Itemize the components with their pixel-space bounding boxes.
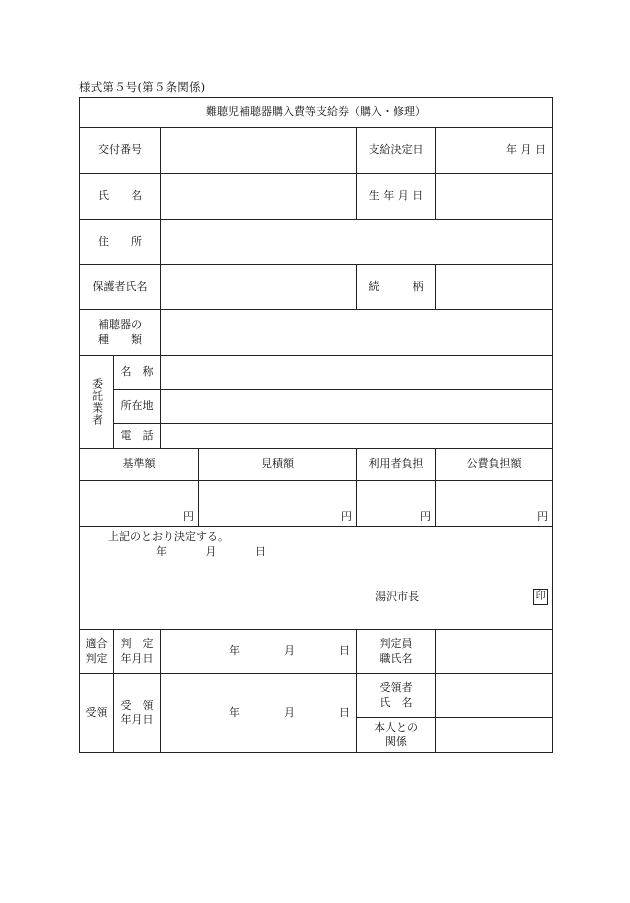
year-unit: 年 [506,143,517,157]
month-unit: 月 [520,143,532,157]
seal-mark: 印 [533,589,548,605]
judgment-officer-field[interactable] [436,630,553,674]
form-title: 難聴児補聴器購入費等支給券（購入・修理） [80,98,553,128]
recipient-name-field[interactable] [436,674,553,718]
birth-date-field[interactable] [436,174,553,220]
relationship-field[interactable] [436,265,553,310]
relationship-label: 続 柄 [357,265,436,310]
contractor-location-label: 所在地 [114,390,161,424]
judgment-officer-label: 判定員 職氏名 [357,630,436,674]
contractor-label: 委託業者 [80,356,114,449]
yen-unit: 円 [420,509,431,523]
yen-unit: 円 [537,509,549,523]
decision-date-field[interactable] [436,128,553,174]
receipt-date-field[interactable]: 年 月 日 [161,674,357,753]
estimate-amount-field[interactable] [199,481,357,527]
hearing-aid-type-field[interactable] [161,310,553,356]
decision-text: 上記のとおり決定する。 [108,530,229,543]
judgment-date-field[interactable]: 年 月 日 [161,630,357,674]
issue-number-field[interactable] [161,128,357,174]
user-burden-field[interactable] [357,481,436,527]
day-unit: 日 [535,143,547,157]
receipt-label: 受領 [80,674,114,753]
form-number-label: 様式第５号(第５条関係) [79,80,206,94]
voucher-form-table [79,97,553,753]
guardian-name-label: 保護者氏名 [80,265,161,310]
public-burden-field[interactable] [436,481,553,527]
relation-label: 本人との 関係 [357,718,436,753]
relation-field[interactable] [436,718,553,753]
base-amount-header: 基準額 [80,449,199,481]
birth-date-label: 生 年 月 日 [357,174,436,220]
estimate-amount-header: 見積額 [199,449,357,481]
judgment-label: 適合 判定 [80,630,114,674]
receipt-date-label: 受 領 年月日 [114,674,161,753]
address-label: 住 所 [80,220,161,265]
contractor-name-field[interactable] [161,356,553,390]
yen-unit: 円 [341,509,352,523]
recipient-name-label: 受領者 氏 名 [357,674,436,718]
decision-date: 年 月 日 [156,545,266,558]
name-label: 氏 名 [80,174,161,220]
yen-unit: 円 [183,509,194,523]
address-field[interactable] [161,220,553,265]
hearing-aid-type-label: 補聴器の 種 類 [80,310,161,356]
guardian-name-field[interactable] [161,265,357,310]
judgment-date-label: 判 定 年月日 [114,630,161,674]
base-amount-field[interactable] [80,481,199,527]
public-burden-header: 公費負担額 [436,449,553,481]
contractor-name-label: 名 称 [114,356,161,390]
mayor-title: 湯沢市長 [375,589,420,603]
issue-number-label: 交付番号 [80,128,161,174]
contractor-phone-label: 電 話 [114,424,161,449]
decision-date-label: 支給決定日 [357,128,436,174]
contractor-location-field[interactable] [161,390,553,424]
decision-section [80,527,553,630]
name-field[interactable] [161,174,357,220]
contractor-phone-field[interactable] [161,424,553,449]
user-burden-header: 利用者負担 [357,449,436,481]
